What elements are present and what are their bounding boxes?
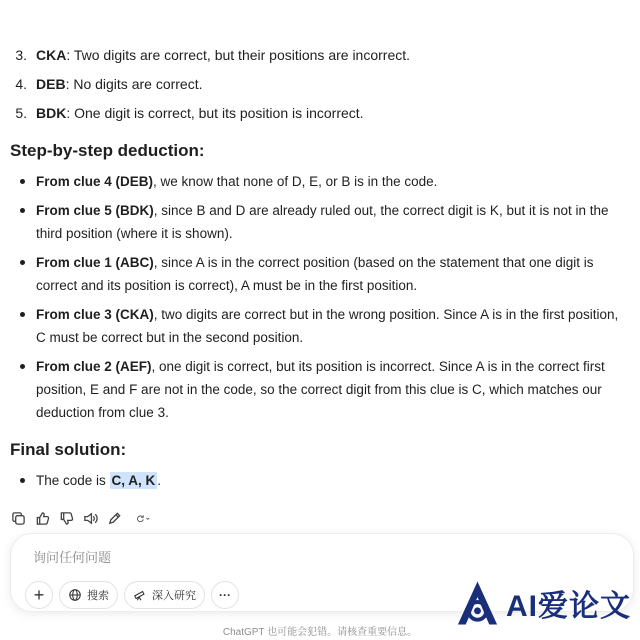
clue-code: BDK <box>36 105 67 121</box>
deduction-text: , since A is in the correct position (based on the statement that one digit is correct and its position is correct), A must be in the first position. <box>36 255 594 293</box>
clue-code: DEB <box>36 76 66 92</box>
clue-item <box>0 102 640 131</box>
deduction-item <box>0 355 640 424</box>
final-heading: Final solution: <box>10 440 127 459</box>
message-actions <box>10 509 156 527</box>
deduction-text: , we know that none of D, E, or B is in the code. <box>153 174 438 189</box>
deduction-text: , since B and D are already ruled out, the correct digit is K, but it is not in the third position (where it is shown). <box>36 203 609 241</box>
deduction-list <box>0 170 640 430</box>
clue-text: : No digits are correct. <box>65 76 203 92</box>
more-dots-icon: ··· <box>219 588 231 602</box>
deep-research-label: 深入研究 <box>152 590 196 602</box>
watermark-text: AI爱论文 <box>506 590 631 623</box>
final-list <box>0 469 640 498</box>
deduction-lead: From clue 4 (DEB) <box>36 174 154 189</box>
deduction-text: , two digits are correct but in the wrong position. Since A is in the first position, C must be correct but in the second position. <box>36 307 619 345</box>
clue-code: CKA <box>36 47 67 63</box>
thumbs-down-icon[interactable] <box>58 510 75 527</box>
watermark-a-icon <box>453 578 502 628</box>
more-options-button[interactable] <box>211 581 239 609</box>
watermark-logo <box>453 576 631 630</box>
deduction-lead: From clue 3 (CKA) <box>36 307 154 322</box>
plus-icon: + <box>33 585 45 605</box>
top-bar <box>0 0 640 34</box>
deduction-heading: Step-by-step deduction: <box>10 141 205 160</box>
clue-text: : Two digits are correct, but their positions are incorrect. <box>66 47 411 63</box>
thumbs-up-icon[interactable] <box>34 510 51 527</box>
clue-item <box>0 44 640 73</box>
globe-icon <box>68 588 82 602</box>
deduction-lead: From clue 1 (ABC) <box>36 255 154 270</box>
deduction-lead: From clue 5 (BDK) <box>36 203 154 218</box>
speaker-icon[interactable] <box>82 510 99 527</box>
clue-number: 3. <box>15 47 27 63</box>
deduction-item <box>0 199 640 245</box>
disclaimer-footer: ChatGPT 也可能会犯错。请核查重要信息。 <box>222 627 418 638</box>
final-answer: C, A, K <box>111 473 156 488</box>
copy-icon[interactable] <box>10 510 27 527</box>
telescope-icon <box>133 588 147 602</box>
final-item <box>0 469 640 492</box>
clue-text: : One digit is correct, but its position is incorrect. <box>66 105 364 121</box>
deep-research-button[interactable] <box>124 581 205 609</box>
search-button-label: 搜索 <box>87 590 109 602</box>
edit-icon[interactable] <box>106 510 123 527</box>
composer-placeholder[interactable]: 询问任何问题 <box>33 550 112 565</box>
composer-tools <box>25 581 239 609</box>
clue-item <box>0 73 640 102</box>
clue-list <box>0 44 640 131</box>
deduction-item <box>0 170 640 193</box>
deduction-lead: From clue 2 (AEF) <box>36 359 152 374</box>
final-prefix: The code is <box>36 473 110 488</box>
deduction-item <box>0 251 640 297</box>
clue-number: 4. <box>15 76 27 92</box>
deduction-item <box>0 303 640 349</box>
clue-number: 5. <box>15 105 27 121</box>
search-button[interactable] <box>59 581 118 609</box>
add-button[interactable] <box>25 581 53 609</box>
regenerate-icon[interactable] <box>130 510 156 527</box>
deduction-text: , one digit is correct, but its position is incorrect. Since A is in the correct first position, E and F are not in the code, so the correct digit from this clue is C, which matches our deduction from clue 3. <box>36 359 605 420</box>
final-suffix: . <box>157 473 162 488</box>
